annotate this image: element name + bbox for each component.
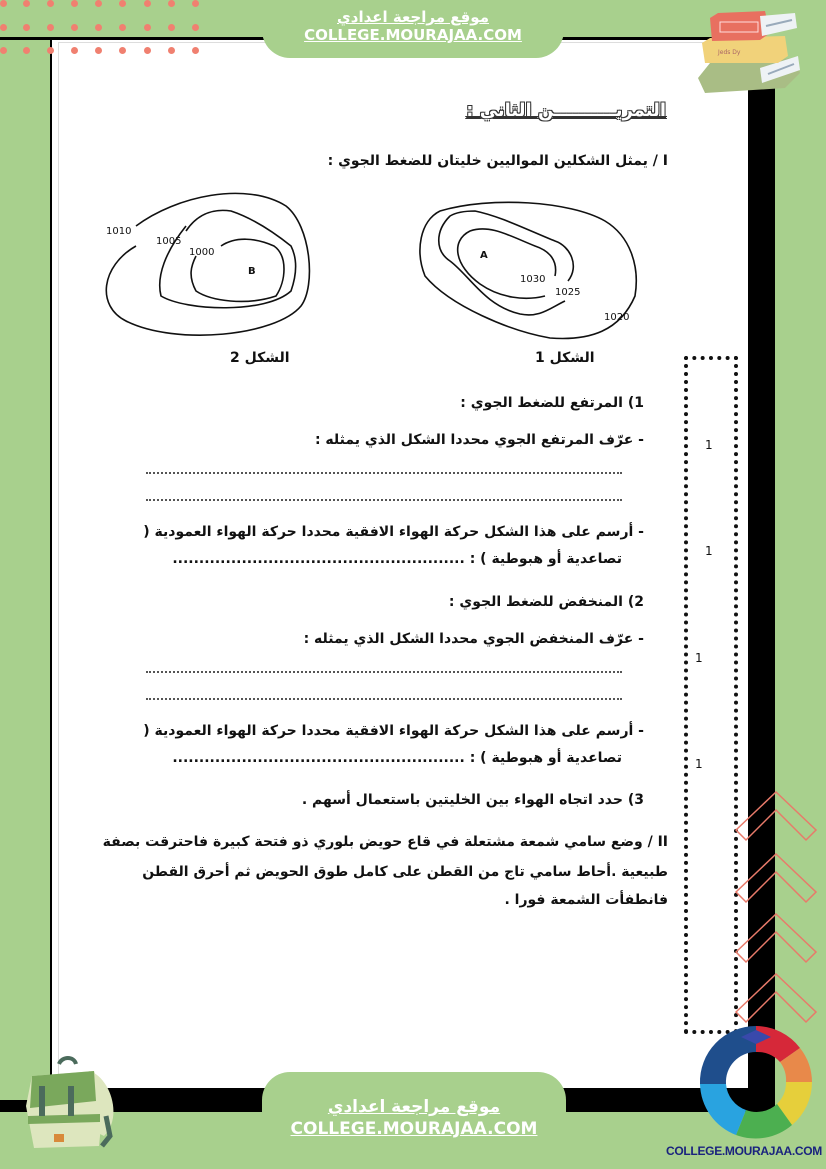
center-label-b: B: [248, 266, 256, 277]
q1-a-answer-line-1[interactable]: [146, 472, 622, 474]
q1-a-answer-line-2[interactable]: [146, 499, 622, 501]
books-stack-icon: [690, 8, 810, 98]
q1-heading: 1) المرتفع للضغط الجوي :: [460, 395, 644, 411]
figure-1-label: الشكل 1: [535, 350, 595, 366]
footer-site-url-link[interactable]: COLLEGE.MOURAJAA.COM: [290, 1119, 538, 1139]
svg-text:Jeds Dy: Jeds Dy: [718, 49, 741, 56]
score-q2a: 1: [695, 651, 703, 665]
score-q1b: 1: [705, 544, 713, 558]
footer-site-name-arabic: موقع مراجعة اعدادي: [327, 1097, 501, 1117]
site-name-arabic: موقع مراجعة اعدادي: [337, 8, 489, 26]
q2-a-prompt: - عرّف المنخفض الجوي محددا الشكل الذي يمثله :: [303, 631, 644, 647]
figure-2-label: الشكل 2: [230, 350, 290, 366]
site-url-link[interactable]: COLLEGE.MOURAJAA.COM: [304, 26, 522, 44]
q1-b-prompt-line1: - أرسم على هذا الشكل حركة الهواء الافقية محددا حركة الهواء العمودية (: [143, 524, 644, 540]
q1-b-prompt-line2[interactable]: تصاعدية أو هبوطية ) : .......................................................: [172, 551, 622, 567]
isobar-1000: 1000: [189, 247, 215, 258]
chevron-up-decoration-icon: [734, 790, 826, 1030]
center-label-a: A: [480, 250, 488, 261]
figure-1-high-pressure-diagram: [390, 196, 650, 356]
isobar-1020: 1020: [604, 312, 630, 323]
isobar-1010: 1010: [106, 226, 132, 237]
isobar-1025: 1025: [555, 287, 581, 298]
logo-site-url: COLLEGE.MOURAJAA.COM: [666, 1144, 823, 1158]
q2-a-answer-line-1[interactable]: [146, 671, 622, 673]
left-green-margin: [0, 40, 50, 1100]
part2-line-2: طبيعية .أحاط سامي تاج من القطن على كامل طوق الحويض ثم أحرق القطن: [142, 864, 668, 880]
score-q1a: 1: [705, 438, 713, 452]
part1-intro: I / يمثل الشكلين المواليين خليتان للضغط الجوي :: [327, 153, 668, 169]
q2-a-answer-line-2[interactable]: [146, 698, 622, 700]
q2-b-prompt-line2[interactable]: تصاعدية أو هبوطية ) : .......................................................: [172, 750, 622, 766]
site-footer-tab: [262, 1072, 566, 1169]
isobar-1030: 1030: [520, 274, 546, 285]
q2-b-prompt-line1: - أرسم على هذا الشكل حركة الهواء الافقية محددا حركة الهواء العمودية (: [143, 723, 644, 739]
score-column: [684, 356, 738, 1034]
figure-2-low-pressure-diagram: [96, 186, 326, 346]
score-q2b: 1: [695, 757, 703, 771]
site-header-tab: [262, 0, 564, 58]
isobar-1005: 1005: [156, 236, 182, 247]
backpack-icon: [14, 1056, 114, 1156]
college-mourajaa-logo-icon: [696, 1022, 816, 1142]
part2-line-3: فانطفأت الشمعة فورا .: [504, 892, 668, 908]
q3-prompt: 3) حدد اتجاه الهواء بين الخليتين باستعمال أسهم .: [301, 792, 644, 808]
part2-line-1: II / وضع سامي شمعة مشتعلة في قاع حويض بلوري ذو فتحة كبيرة فاحترقت بصفة: [102, 834, 668, 850]
q1-a-prompt: - عرّف المرتفع الجوي محددا الشكل الذي يمثله :: [314, 432, 644, 448]
q2-heading: 2) المنخفض للضغط الجوي :: [448, 594, 644, 610]
exercise-title: التمريــــــــــن الثاني :: [466, 100, 666, 121]
